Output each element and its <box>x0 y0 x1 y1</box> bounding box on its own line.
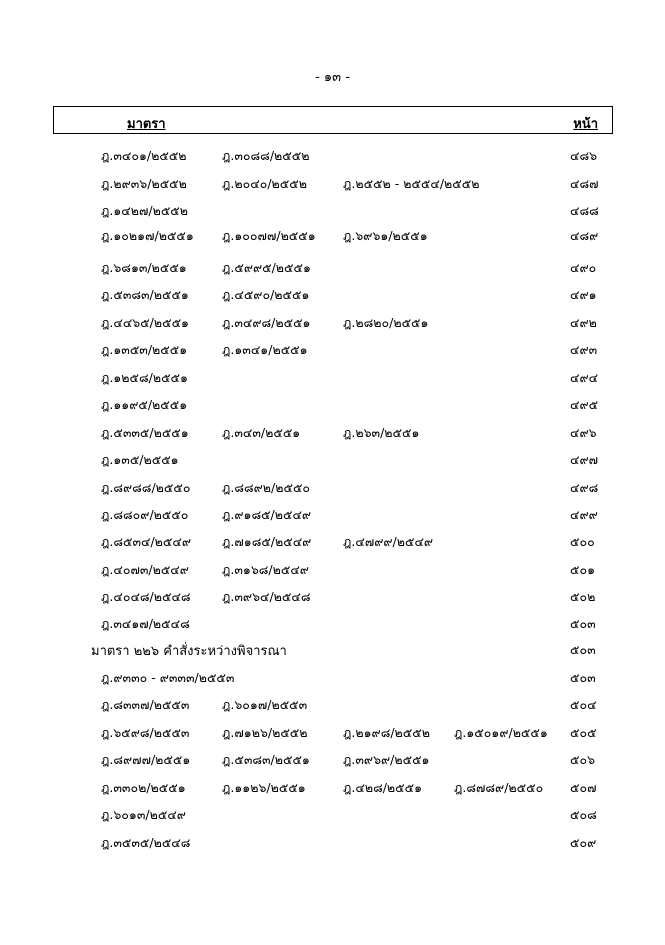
case-reference: ฎ.๑๐๒๑๗/๒๕๕๑ <box>101 228 194 243</box>
page-reference: ๔๙๗ <box>570 452 599 467</box>
page-reference: ๕๐๙ <box>570 835 597 850</box>
case-reference: ฎ.๒๖๓/๒๕๕๑ <box>343 425 420 440</box>
case-row <box>0 423 665 443</box>
case-reference: ฎ.๒๙๓๖/๒๕๕๒ <box>101 176 187 191</box>
case-reference: ฎ.๖๕๙๘/๒๕๕๓ <box>101 725 190 740</box>
case-reference: ฎ.๑๒๕๘/๒๕๕๑ <box>101 370 188 385</box>
case-row <box>0 668 665 688</box>
case-reference: ฎ.๘๕๓๔/๒๕๔๙ <box>101 534 192 549</box>
case-row <box>0 723 665 743</box>
case-row <box>0 695 665 715</box>
case-row <box>0 750 665 770</box>
case-row <box>0 201 665 221</box>
page-reference: ๔๘๙ <box>570 228 599 243</box>
page-reference: ๔๙๙ <box>570 507 598 522</box>
case-row <box>0 340 665 360</box>
page-reference: ๕๐๗ <box>570 780 597 795</box>
case-reference: ฎ.๔๔๖๕/๒๕๕๑ <box>101 315 189 330</box>
section-heading-row <box>0 640 665 660</box>
case-row <box>0 174 665 194</box>
case-reference: ฎ.๓๔๐๑/๒๕๕๒ <box>101 148 187 163</box>
case-reference: ฎ.๘๘๙๒/๒๕๕๐ <box>222 480 311 495</box>
page-reference: ๔๙๑ <box>570 287 597 302</box>
page-reference: ๕๐๒ <box>570 589 596 604</box>
page-reference: ๕๐๓ <box>570 616 596 631</box>
section-heading: มาตรา ๒๒๖ คำสั่งระหว่างพิจารณา <box>91 644 287 659</box>
case-reference: ฎ.๘๘๐๙/๒๕๕๐ <box>101 507 189 522</box>
page-column-header: หน้า <box>573 117 598 132</box>
case-reference: ฎ.๕๓๓๕/๒๕๕๑ <box>101 425 189 440</box>
case-reference: ฎ.๕๓๘๓/๒๕๕๑ <box>101 287 189 302</box>
case-reference: ฎ.๘๙๗๗/๒๕๕๑ <box>101 752 191 767</box>
case-reference: ฎ.๗๑๒๖/๒๕๕๒ <box>222 725 308 740</box>
page-reference: ๔๙๐ <box>570 260 597 275</box>
case-reference: ฎ.๙๓๓๐ - ๙๓๓๓/๒๕๕๓ <box>101 670 235 685</box>
page-reference: ๕๐๘ <box>570 807 597 822</box>
case-row <box>0 560 665 580</box>
case-row <box>0 258 665 278</box>
case-reference: ฎ.๕๓๘๓/๒๕๕๑ <box>222 752 310 767</box>
case-row <box>0 614 665 634</box>
case-reference: ฎ.๔๐๔๘/๒๕๔๘ <box>101 589 191 604</box>
page-reference: ๕๐๑ <box>570 562 596 577</box>
page-number: - ๑๓ - <box>315 70 350 85</box>
case-reference: ฎ.๖๙๖๑/๒๕๕๑ <box>343 228 428 243</box>
case-reference: ฎ.๖๐๑๗/๒๕๕๓ <box>222 697 308 712</box>
page-reference: ๔๙๖ <box>570 425 597 440</box>
case-reference: ฎ.๓๙๖๔/๒๕๔๘ <box>222 589 311 604</box>
case-reference: ฎ.๗๑๘๕/๒๕๔๙ <box>222 534 312 549</box>
case-reference: ฎ.๘๙๘๘/๒๕๕๐ <box>101 480 191 495</box>
page-reference: ๕๐๖ <box>570 752 596 767</box>
case-row <box>0 587 665 607</box>
page-reference: ๔๙๔ <box>570 370 599 385</box>
case-row <box>0 532 665 552</box>
page-reference: ๕๐๐ <box>570 534 595 549</box>
page-reference: ๕๐๕ <box>570 725 597 740</box>
case-reference: ฎ.๕๙๙๕/๒๕๕๑ <box>222 260 311 275</box>
case-row <box>0 778 665 798</box>
case-reference: ฎ.๓๔๙๘/๒๕๕๑ <box>222 315 311 330</box>
case-row <box>0 313 665 333</box>
page-reference: ๔๙๒ <box>570 315 597 330</box>
case-reference: ฎ.๑๓๕๓/๒๕๕๑ <box>101 342 188 357</box>
case-reference: ฎ.๔๒๘/๒๕๕๑ <box>343 780 423 795</box>
case-reference: ฎ.๒๘๒๐/๒๕๕๑ <box>343 315 429 330</box>
case-reference: ฎ.๙๑๘๕/๒๕๔๙ <box>222 507 312 522</box>
case-reference: ฎ.๑๕๐๑๙/๒๕๕๑ <box>454 725 548 740</box>
case-reference: ฎ.๑๔๒๗/๒๕๕๒ <box>101 203 189 218</box>
case-reference: ฎ.๘๓๓๗/๒๕๕๓ <box>101 697 190 712</box>
case-reference: ฎ.๓๔๓/๒๕๕๑ <box>222 425 301 440</box>
page-reference: ๕๐๓ <box>570 670 596 685</box>
page-reference: ๔๙๓ <box>570 342 598 357</box>
page-reference: ๔๙๕ <box>570 397 599 412</box>
case-row <box>0 505 665 525</box>
page-reference: ๕๐๔ <box>570 697 597 712</box>
page-reference: ๔๙๘ <box>570 480 599 495</box>
case-reference: ฎ.๓๔๑๗/๒๕๔๘ <box>101 616 190 631</box>
case-reference: ฎ.๑๑๒๖/๒๕๕๑ <box>222 780 306 795</box>
case-reference: ฎ.๓๕๓๕/๒๕๔๘ <box>101 835 191 850</box>
case-reference: ฎ.๔๐๗๓/๒๕๔๙ <box>101 562 189 577</box>
case-row <box>0 450 665 470</box>
case-reference: ฎ.๑๑๙๕/๒๕๕๑ <box>101 397 188 412</box>
case-reference: ฎ.๑๓๕/๒๕๕๑ <box>101 452 179 467</box>
case-row <box>0 833 665 853</box>
case-reference: ฎ.๓๙๖๙/๒๕๕๑ <box>343 752 430 767</box>
page-reference: ๔๘๗ <box>570 176 599 191</box>
case-row <box>0 368 665 388</box>
case-reference: ฎ.๓๑๖๘/๒๕๔๙ <box>222 562 309 577</box>
case-row <box>0 146 665 166</box>
section-page-number: ๕๐๓ <box>570 642 596 657</box>
case-reference: ฎ.๖๘๑๓/๒๕๕๑ <box>101 260 187 275</box>
case-row <box>0 226 665 246</box>
case-reference: ฎ.๒๕๕๒ - ๒๕๕๔/๒๕๕๒ <box>343 176 480 191</box>
case-reference: ฎ.๒๐๔๐/๒๕๕๒ <box>222 176 307 191</box>
case-row <box>0 805 665 825</box>
case-reference: ฎ.๔๕๙๐/๒๕๕๑ <box>222 287 310 302</box>
case-reference: ฎ.๓๐๘๘/๒๕๕๒ <box>222 148 310 163</box>
page-reference: ๔๘๘ <box>570 203 599 218</box>
case-reference: ฎ.๘๗๘๙/๒๕๕๐ <box>454 780 544 795</box>
case-reference: ฎ.๖๐๑๓/๒๕๔๙ <box>101 807 186 822</box>
case-row <box>0 395 665 415</box>
section-column-header: มาตรา <box>127 117 166 132</box>
case-reference: ฎ.๑๓๔๑/๒๕๕๑ <box>222 342 308 357</box>
case-reference: ฎ.๓๓๐๒/๒๕๕๑ <box>101 780 186 795</box>
page-reference: ๔๘๖ <box>570 148 598 163</box>
case-row <box>0 285 665 305</box>
case-reference: ฎ.๑๐๐๗๗/๒๕๕๑ <box>222 228 316 243</box>
case-row <box>0 478 665 498</box>
case-reference: ฎ.๒๑๙๘/๒๕๕๒ <box>343 725 430 740</box>
column-header-box <box>53 106 613 134</box>
case-reference: ฎ.๔๗๙๙/๒๕๔๙ <box>343 534 434 549</box>
